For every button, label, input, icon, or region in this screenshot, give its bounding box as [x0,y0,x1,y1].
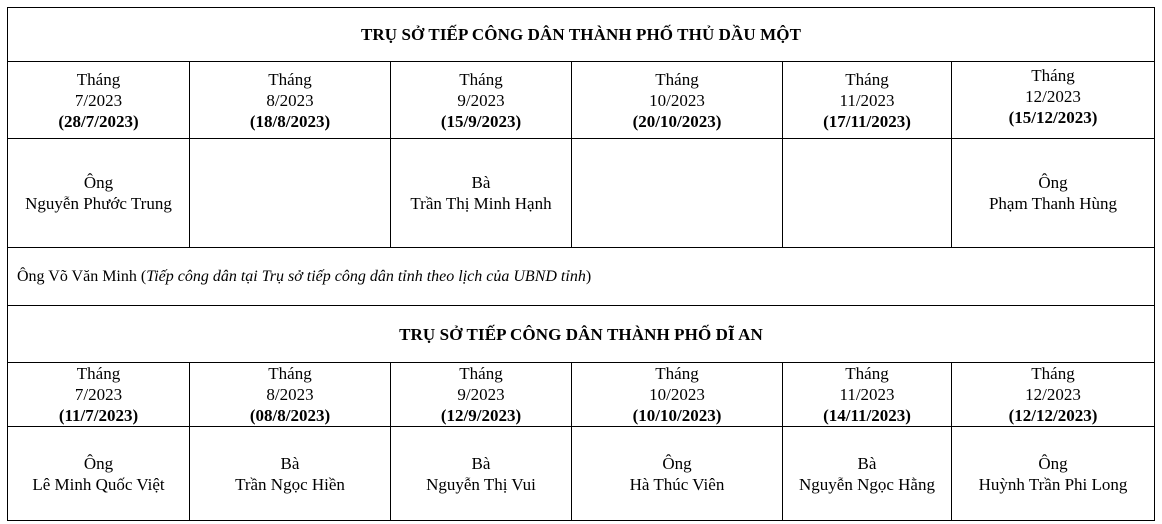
month-date: (11/7/2023) [58,406,139,425]
person-cell [783,427,952,521]
person-cell [952,139,1155,248]
person-title: Ông [83,453,114,473]
month-value: 11/2023 [839,90,895,110]
person-title: Ông [83,173,114,192]
month-label: Tháng [459,364,503,383]
month-date: (10/10/2023) [632,406,722,425]
month-label: Tháng [655,364,699,383]
month-date: (12/9/2023) [440,406,522,425]
month-date: (15/9/2023) [440,111,522,131]
section2-month-row [8,363,1155,427]
month-cell [190,62,391,139]
person-cell [8,427,190,521]
month-value: 8/2023 [266,385,314,404]
month-label: Tháng [1031,364,1075,383]
month-label: Tháng [845,364,889,383]
section1-header-row [8,8,1155,62]
section1-people-row [8,139,1155,248]
person-title: Ông [1038,453,1068,473]
person-name: Huỳnh Trần Phi Long [978,474,1128,494]
person-title: Bà [471,453,491,473]
note-italic: Tiếp công dân tại Trụ sở tiếp công dân tỉnh theo lịch của UBND tỉnh [146,268,586,285]
note-end: ) [585,268,592,285]
person-name: Nguyễn Thị Vui [426,474,536,494]
person-name: Trần Ngọc Hiền [235,474,345,494]
person-name: Nguyễn Ngọc Hằng [799,474,935,494]
person-title: Bà [471,173,491,192]
section1-title: TRỤ SỞ TIẾP CÔNG DÂN THÀNH PHỐ THỦ DẦU MỘT [8,8,1155,62]
person-cell [952,427,1155,521]
person-name: Nguyễn Phước Trung [25,194,172,213]
note-name: Ông Võ Văn Minh ( [17,268,147,285]
month-cell [572,363,783,427]
month-label: Tháng [268,69,312,89]
month-value: 10/2023 [649,385,705,404]
month-date: (15/12/2023) [1008,108,1098,127]
month-cell [783,62,952,139]
month-date: (20/10/2023) [632,111,722,131]
month-date: (18/8/2023) [249,111,331,131]
month-cell [8,363,190,427]
person-cell-empty [783,139,952,248]
month-label: Tháng [459,69,503,89]
month-date: (28/7/2023) [58,111,139,131]
person-title: Ông [1038,173,1068,192]
person-name: Phạm Thanh Hùng [988,194,1118,213]
person-cell [8,139,190,248]
month-value: 10/2023 [649,90,705,110]
note-cell [8,248,1155,306]
month-cell [8,62,190,139]
person-name: Lê Minh Quốc Việt [32,474,165,494]
month-date: (08/8/2023) [249,406,331,425]
month-cell [190,363,391,427]
month-label: Tháng [845,69,889,89]
section1-month-row [8,62,1155,139]
month-label: Tháng [1031,66,1075,85]
person-name: Trần Thị Minh Hạnh [410,194,552,213]
section2-people-row [8,427,1155,521]
month-value: 12/2023 [1025,87,1081,106]
month-value: 12/2023 [1025,385,1081,404]
schedule-table [7,7,1155,521]
note-row [8,248,1155,306]
month-value: 8/2023 [266,90,314,110]
month-cell [391,363,572,427]
month-cell [952,62,1155,139]
month-value: 7/2023 [74,90,123,110]
person-cell [190,427,391,521]
month-value: 9/2023 [457,90,505,110]
month-cell [952,363,1155,427]
person-name: Hà Thúc Viên [629,474,725,494]
month-date: (12/12/2023) [1008,406,1098,425]
month-cell [391,62,572,139]
month-date: (14/11/2023) [823,406,911,425]
person-title: Ông [662,453,692,473]
month-cell [572,62,783,139]
month-label: Tháng [655,69,699,89]
month-label: Tháng [268,364,312,383]
person-cell-empty [190,139,391,248]
section2-title: TRỤ SỞ TIẾP CÔNG DÂN THÀNH PHỐ DĨ AN [8,306,1155,363]
month-value: 11/2023 [839,385,895,404]
month-date: (17/11/2023) [823,111,911,131]
month-cell [783,363,952,427]
month-label: Tháng [76,69,121,89]
person-cell-empty [572,139,783,248]
month-value: 9/2023 [457,385,505,404]
person-title: Bà [857,453,877,473]
person-title: Bà [280,453,300,473]
month-value: 7/2023 [74,385,123,404]
section2-header-row [8,306,1155,363]
person-cell [391,427,572,521]
person-cell [391,139,572,248]
person-cell [572,427,783,521]
month-label: Tháng [76,364,121,383]
